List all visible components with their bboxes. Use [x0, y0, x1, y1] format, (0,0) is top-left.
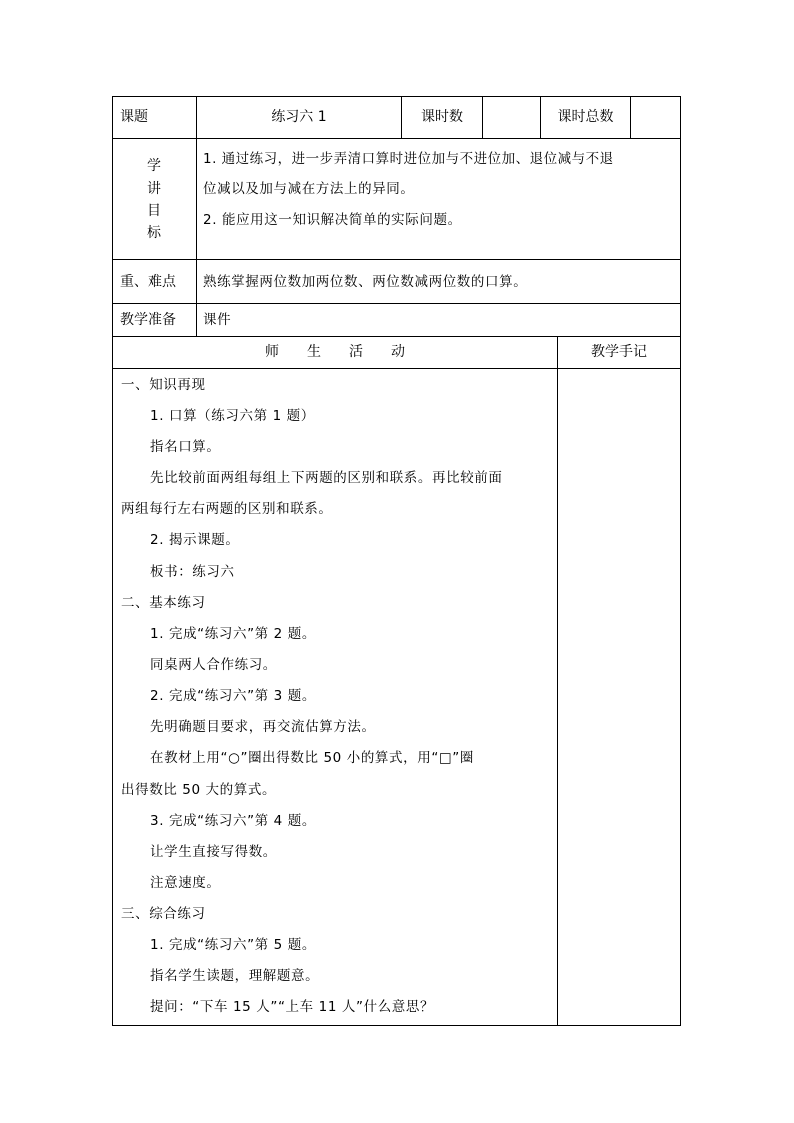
activity-line: 在教材上用“○”圈出得数比 50 小的算式，用“□”圈 [150, 750, 474, 766]
section-heading: 三、综合练习 [121, 906, 206, 922]
table-border-right [680, 96, 681, 1026]
activity-line: 2. 完成“练习六”第 3 题。 [150, 688, 316, 704]
topic-label: 课题 [120, 109, 148, 125]
activity-line: 板书：练习六 [150, 564, 235, 580]
objectives-label-char: 学 [147, 158, 161, 174]
activity-line: 让学生直接写得数。 [150, 844, 277, 860]
lesson-hours-label: 课时数 [421, 109, 463, 125]
activity-line: 同桌两人合作练习。 [150, 657, 277, 673]
row-divider-activity-header [112, 368, 681, 369]
notes-header: 教学手记 [591, 344, 647, 360]
activity-line: 1. 完成“练习六”第 2 题。 [150, 626, 316, 642]
activity-header: 师 生 活 动 [265, 344, 405, 360]
table-border-bottom [112, 1025, 681, 1026]
key-points-label: 重、难点 [120, 274, 176, 290]
activity-line: 1. 口算（练习六第 1 题） [150, 408, 315, 424]
activity-line: 1. 完成“练习六”第 5 题。 [150, 937, 316, 953]
preparation-label: 教学准备 [120, 312, 176, 328]
header-divider-2 [482, 96, 483, 138]
activity-line: 提问：“下车 15 人”“上车 11 人”什么意思？ [150, 999, 435, 1015]
activity-line: 两组每行左右两题的区别和联系。 [121, 501, 333, 517]
objective-line: 位减以及加与减在方法上的异同。 [203, 181, 415, 197]
activity-line: 注意速度。 [150, 875, 221, 891]
section-heading: 二、基本练习 [121, 595, 206, 611]
header-divider-4 [630, 96, 631, 138]
objectives-label-char: 目 [147, 203, 161, 219]
section-heading: 一、知识再现 [121, 377, 206, 393]
activity-line: 3. 完成“练习六”第 4 题。 [150, 813, 316, 829]
objective-line: 1. 通过练习，进一步弄清口算时进位加与不进位加、退位减与不退 [203, 151, 614, 167]
total-hours-label: 课时总数 [557, 109, 614, 125]
activity-line: 指名口算。 [150, 439, 221, 455]
row-divider-preparation [112, 336, 681, 337]
label-column-divider [196, 96, 197, 336]
activity-line: 2. 揭示课题。 [150, 532, 240, 548]
row-divider-keypoints [112, 303, 681, 304]
objective-line: 2. 能应用这一知识解决简单的实际问题。 [203, 212, 462, 228]
row-divider-header [112, 138, 681, 139]
topic-value: 练习六 1 [271, 109, 327, 125]
activity-line: 指名学生读题，理解题意。 [150, 968, 320, 984]
key-points-text: 熟练掌握两位数加两位数、两位数减两位数的口算。 [203, 274, 528, 290]
row-divider-objectives [112, 259, 681, 260]
table-border-left [112, 96, 113, 1026]
table-border-top [112, 96, 681, 97]
activity-line: 出得数比 50 大的算式。 [121, 782, 277, 798]
notes-column-divider [557, 336, 558, 1026]
objectives-label-char: 讲 [147, 181, 161, 197]
objectives-label-char: 标 [147, 225, 161, 241]
preparation-text: 课件 [203, 312, 232, 328]
activity-line: 先明确题目要求，再交流估算方法。 [150, 719, 376, 735]
activity-line: 先比较前面两组每组上下两题的区别和联系。再比较前面 [150, 470, 503, 486]
